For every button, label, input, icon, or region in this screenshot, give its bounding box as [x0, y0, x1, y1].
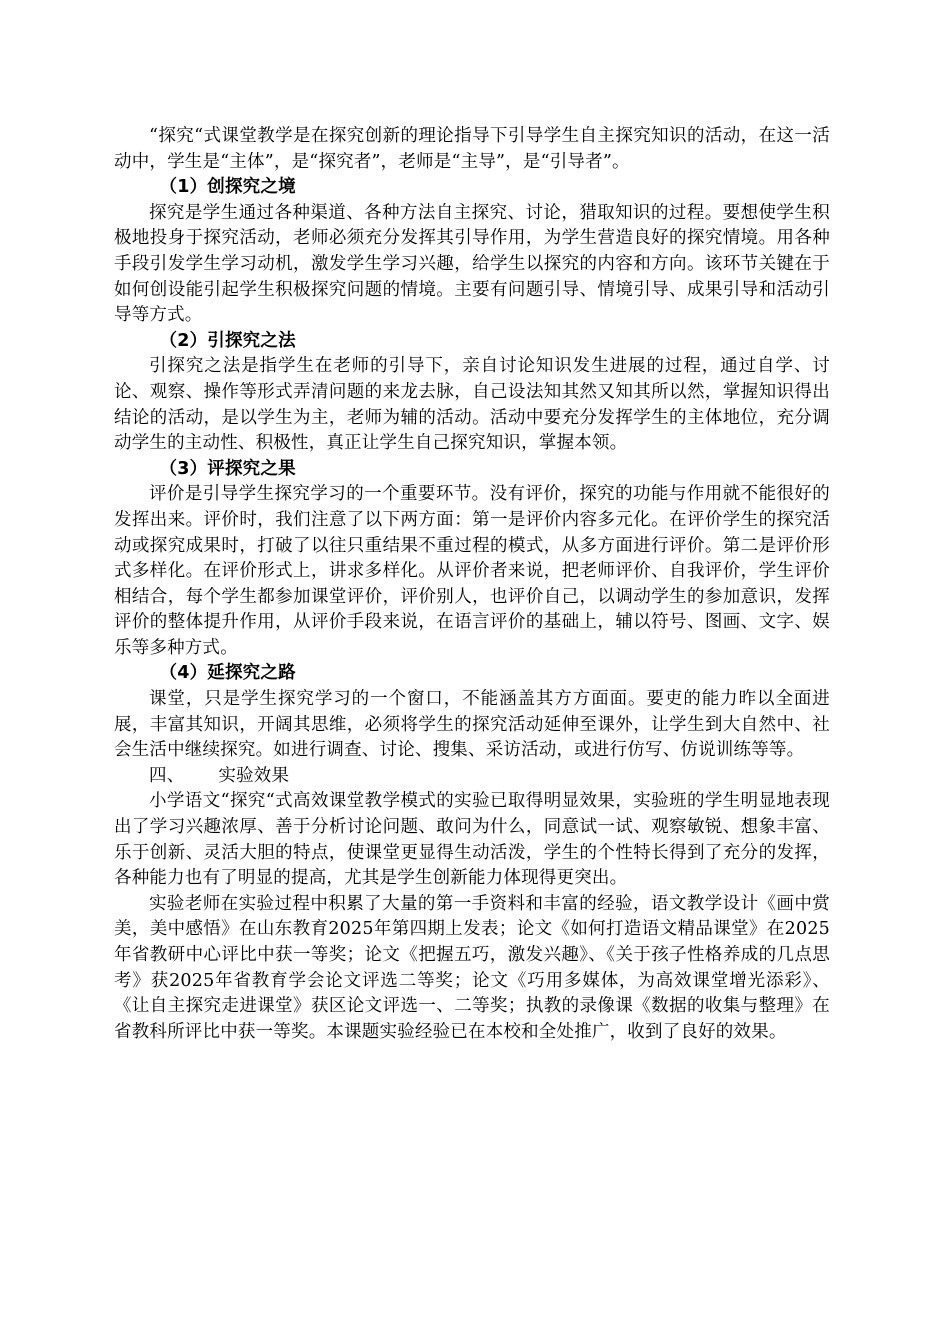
paragraph-5: 小学语文“探究“式高效课堂教学模式的实验已取得明显效果，实验班的学生明显地表现出了学习兴趣浓厚、善于分析讨论问题、敢问为什么，同意试一试、观察敏锐、想象丰富、乐于创新、灵活大胆的特点，使课堂更显得生动活泼，学生的个性特长得到了充分的发挥，各种能力也有了明显的提高，尤其是学生创新能力体现得更突出。: [114, 791, 830, 889]
heading-4: （4）延探究之路: [159, 663, 296, 684]
intro-paragraph: “探究“式课堂教学是在探究创新的理论指导下引导学生自主探究知识的活动，在这一活动中，学生是“主体”，是“探究者”，老师是“主导”，是“引导者”。: [114, 126, 830, 172]
heading-1: （1）创探究之境: [159, 177, 296, 198]
section-number: 四、: [149, 765, 185, 786]
paragraph-1: 探究是学生通过各种渠道、各种方法自主探究、讨论，猎取知识的过程。要想使学生积极地投身于探究活动，老师必须充分发挥其引导作用，为学生营造良好的探究情境。用各种手段引发学生学习动机，激发学生学习兴趣，给学生以探究的内容和方向。该环节关键在于如何创设能引起学生积极探究问题的情境。主要有问题引导、情境引导、成果引导和活动引导等方式。: [114, 202, 830, 326]
heading-2: （2）引探究之法: [159, 330, 296, 351]
paragraph-6: 实验老师在实验过程中积累了大量的第一手资料和丰富的经验，语文教学设计《画中赏美，美中感悟》在山东教育2025年第四期上发表；论文《如何打造语文精品课堂》在2025年省教研中心评比中获一等奖；论文《把握五巧，激发兴趣》、《关于孩子性格养成的几点思考》获2025年省教育学会论文评选二等奖；论文《巧用多媒体，为高效课堂增光添彩》、《让自主探究走进课堂》获区论文评选一、二等奖；执教的录像课《数据的收集与整理》在省教科所评比中获一等奖。本课题实验经验已在本校和全处推广，收到了良好的效果。: [114, 893, 830, 1042]
paragraph-3: 评价是引导学生探究学习的一个重要环节。没有评价，探究的功能与作用就不能很好的发挥出来。评价时，我们注意了以下两方面：第一是评价内容多元化。在评价学生的探究活动或探究成果时，打破了以往只重结果不重过程的模式，从多方面进行评价。第二是评价形式多样化。在评价形式上，讲求多样化。从评价者来说，把老师评价、自我评价，学生评价相结合，每个学生都参加课堂评价，评价别人，也评价自己，以调动学生的参加意识，发挥评价的整体提升作用，从评价手段来说，在语言评价的基础上，辅以符号、图画、文字、娱乐等多种方式。: [114, 484, 830, 658]
section-title: 实验效果: [218, 765, 290, 786]
heading-3: （3）评探究之果: [159, 458, 296, 479]
paragraph-4: 课堂，只是学生探究学习的一个窗口，不能涵盖其方方面面。要吏的能力昨以全面进展，丰富其知识，开阔其思维，必须将学生的探究活动延伸至课外，让学生到大自然中、社会生活中继续探究。如进行调查、讨论、搜集、采访活动，或进行仿写、仿说训练等等。: [114, 689, 830, 761]
document-page: [114, 124, 830, 1045]
paragraph-2: 引探究之法是指学生在老师的引导下，亲自讨论知识发生进展的过程，通过自学、讨论、观察、操作等形式弄清问题的来龙去脉，自己设法知其然又知其所以然，掌握知识得出结论的活动，是以学生为主，老师为辅的活动。活动中要充分发挥学生的主体地位，充分调动学生的主动性、积极性，真正让学生自己探究知识，掌握本领。: [114, 356, 830, 454]
section-heading: [114, 764, 830, 790]
